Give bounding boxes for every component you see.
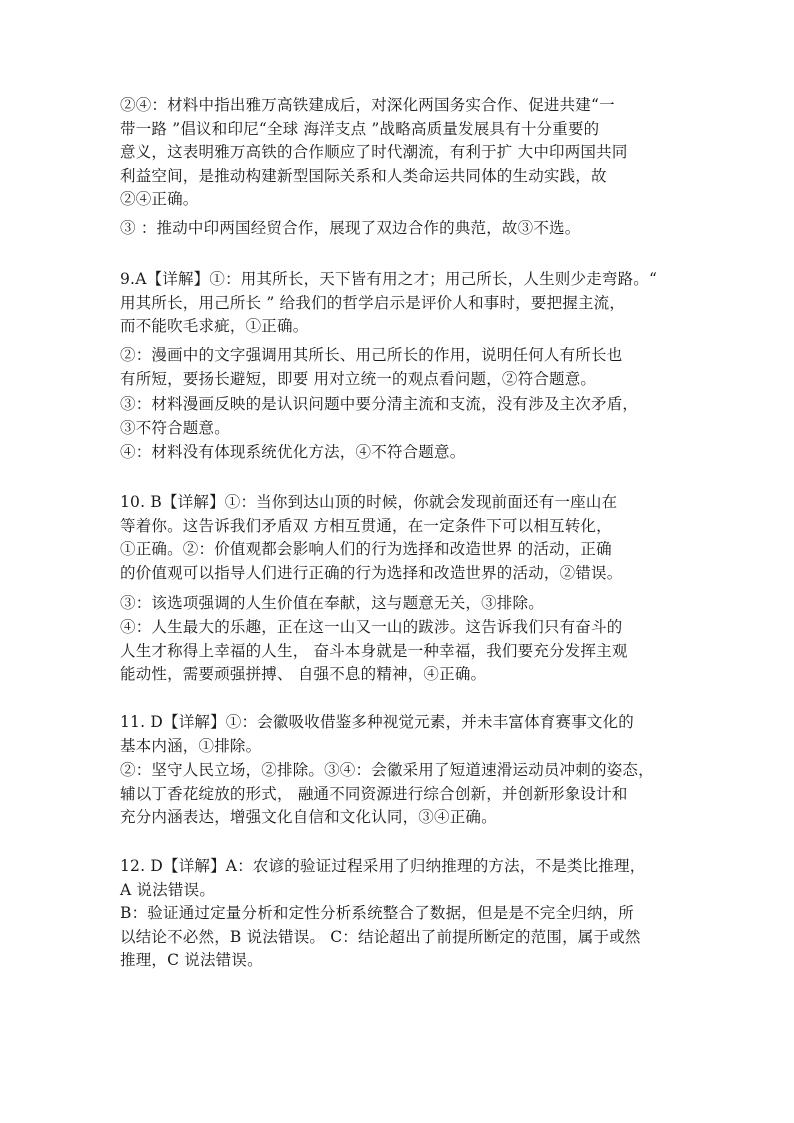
paragraph-answer11-options [120, 759, 680, 830]
paragraph-answer10-heading [120, 491, 680, 585]
paragraph-answer11-heading [120, 711, 680, 758]
text-line: ④：人生最大的乐趣，正在这一山又一山的跋涉。这告诉我们只有奋斗的 [120, 618, 623, 636]
paragraph-answer8-option-3 [120, 217, 680, 241]
text-line: 推理，C 说法错误。 [120, 951, 263, 969]
text-line: 以结论不必然，B 说法错误。 C：结论超出了前提所断定的范围，属于或然 [120, 927, 641, 946]
text-line: 基本内涵，①排除。 [120, 736, 262, 755]
text-line: 利益空间，是推动构建新型国际关系和人类命运共同体的生动实践，故 [120, 166, 607, 185]
paragraph-answer12-heading [120, 855, 680, 902]
paragraph-answer10-option-4 [120, 616, 680, 687]
text-line: 意义，这表明雅万高铁的合作顺应了时代潮流，有利于扩 大中印两国共同 [120, 143, 628, 161]
text-line: 的价值观可以指导人们进行正确的行为选择和改造世界的活动，②错误。 [120, 563, 623, 582]
text-line: 9.A【详解】①：用其所长，天下皆有用之才；用己所长，人生则少走弯路。“ [120, 270, 658, 288]
text-line: B：验证通过定量分析和定性分析系统整合了数据，但是是不完全归纳，所 [120, 904, 634, 922]
text-line: ③ ：推动中印两国经贸合作，展现了双边合作的典范，故③不选。 [120, 219, 581, 237]
paragraph-answer8-options-2-4 [120, 94, 680, 212]
paragraph-answer9-option-3 [120, 393, 680, 440]
text-line: 能动性，需要顽强拼搏、 自强不息的精神，④正确。 [120, 665, 487, 683]
text-line: ④：材料没有体现系统优化方法，④不符合题意。 [120, 443, 466, 461]
paragraph-answer9-heading [120, 268, 680, 339]
text-line: 11. D【详解】①：会徽吸收借鉴多种视觉元素，并未丰富体育赛事文化的 [120, 713, 635, 731]
text-line: 充分内涵表达，增强文化自信和文化认同，③④正确。 [120, 808, 497, 826]
text-line: 12. D【详解】A：农谚的验证过程采用了归纳推理的方法，不是类比推理， [120, 857, 646, 875]
text-line: ③不符合题意。 [120, 418, 230, 437]
paragraph-answer9-option-4 [120, 441, 680, 465]
text-line: ②④正确。 [120, 190, 199, 208]
text-line: ③：该选项强调的人生价值在奉献，这与题意无关，③排除。 [120, 594, 544, 612]
text-line: ②④：材料中指出雅万高铁建成后，对深化两国务实合作、促进共建“一 [120, 96, 615, 114]
text-line: ①正确。②：价值观都会影响人们的行为选择和改造世界 的活动，正确 [120, 540, 612, 558]
paragraph-answer10-option-3 [120, 592, 680, 616]
text-line: A 说法错误。 [120, 880, 216, 899]
text-line: 有所短，要扬长避短，即要 用对立统一的观点看问题，②符合题意。 [120, 369, 597, 388]
text-line: 等着你。这告诉我们矛盾双 方相互贯通，在一定条件下可以相互转化， [120, 516, 612, 535]
text-line: ③：材料漫画反映的是认识问题中要分清主流和支流，没有涉及主次矛盾， [120, 395, 639, 413]
text-line: 带一路 ”倡议和印尼“全球 海洋支点 ”战略高质量发展具有十分重要的 [120, 119, 600, 138]
text-line: 而不能吹毛求疵，①正确。 [120, 317, 309, 335]
text-line: 人生才称得上幸福的人生， 奋斗本身就是一种幸福，我们要充分发挥主观 [120, 641, 628, 660]
text-line: 用其所长，用己所长 ” 给我们的哲学启示是评价人和事时，要把握主流， [120, 293, 626, 312]
text-line: ②：漫画中的文字强调用其所长、用己所长的作用，说明任何人有所长也 [120, 346, 623, 364]
text-line: 辅以丁香花绽放的形式， 融通不同资源进行综合创新，并创新形象设计和 [120, 784, 628, 803]
paragraph-answer12-options [120, 902, 680, 973]
paragraph-answer9-option-2 [120, 344, 680, 391]
text-line: ②：坚守人民立场，②排除。③④：会徽采用了短道速滑运动员冲刺的姿态， [120, 761, 654, 779]
text-line: 10. B【详解】①：当你到达山顶的时候，你就会发现前面还有一座山在 [120, 493, 618, 511]
